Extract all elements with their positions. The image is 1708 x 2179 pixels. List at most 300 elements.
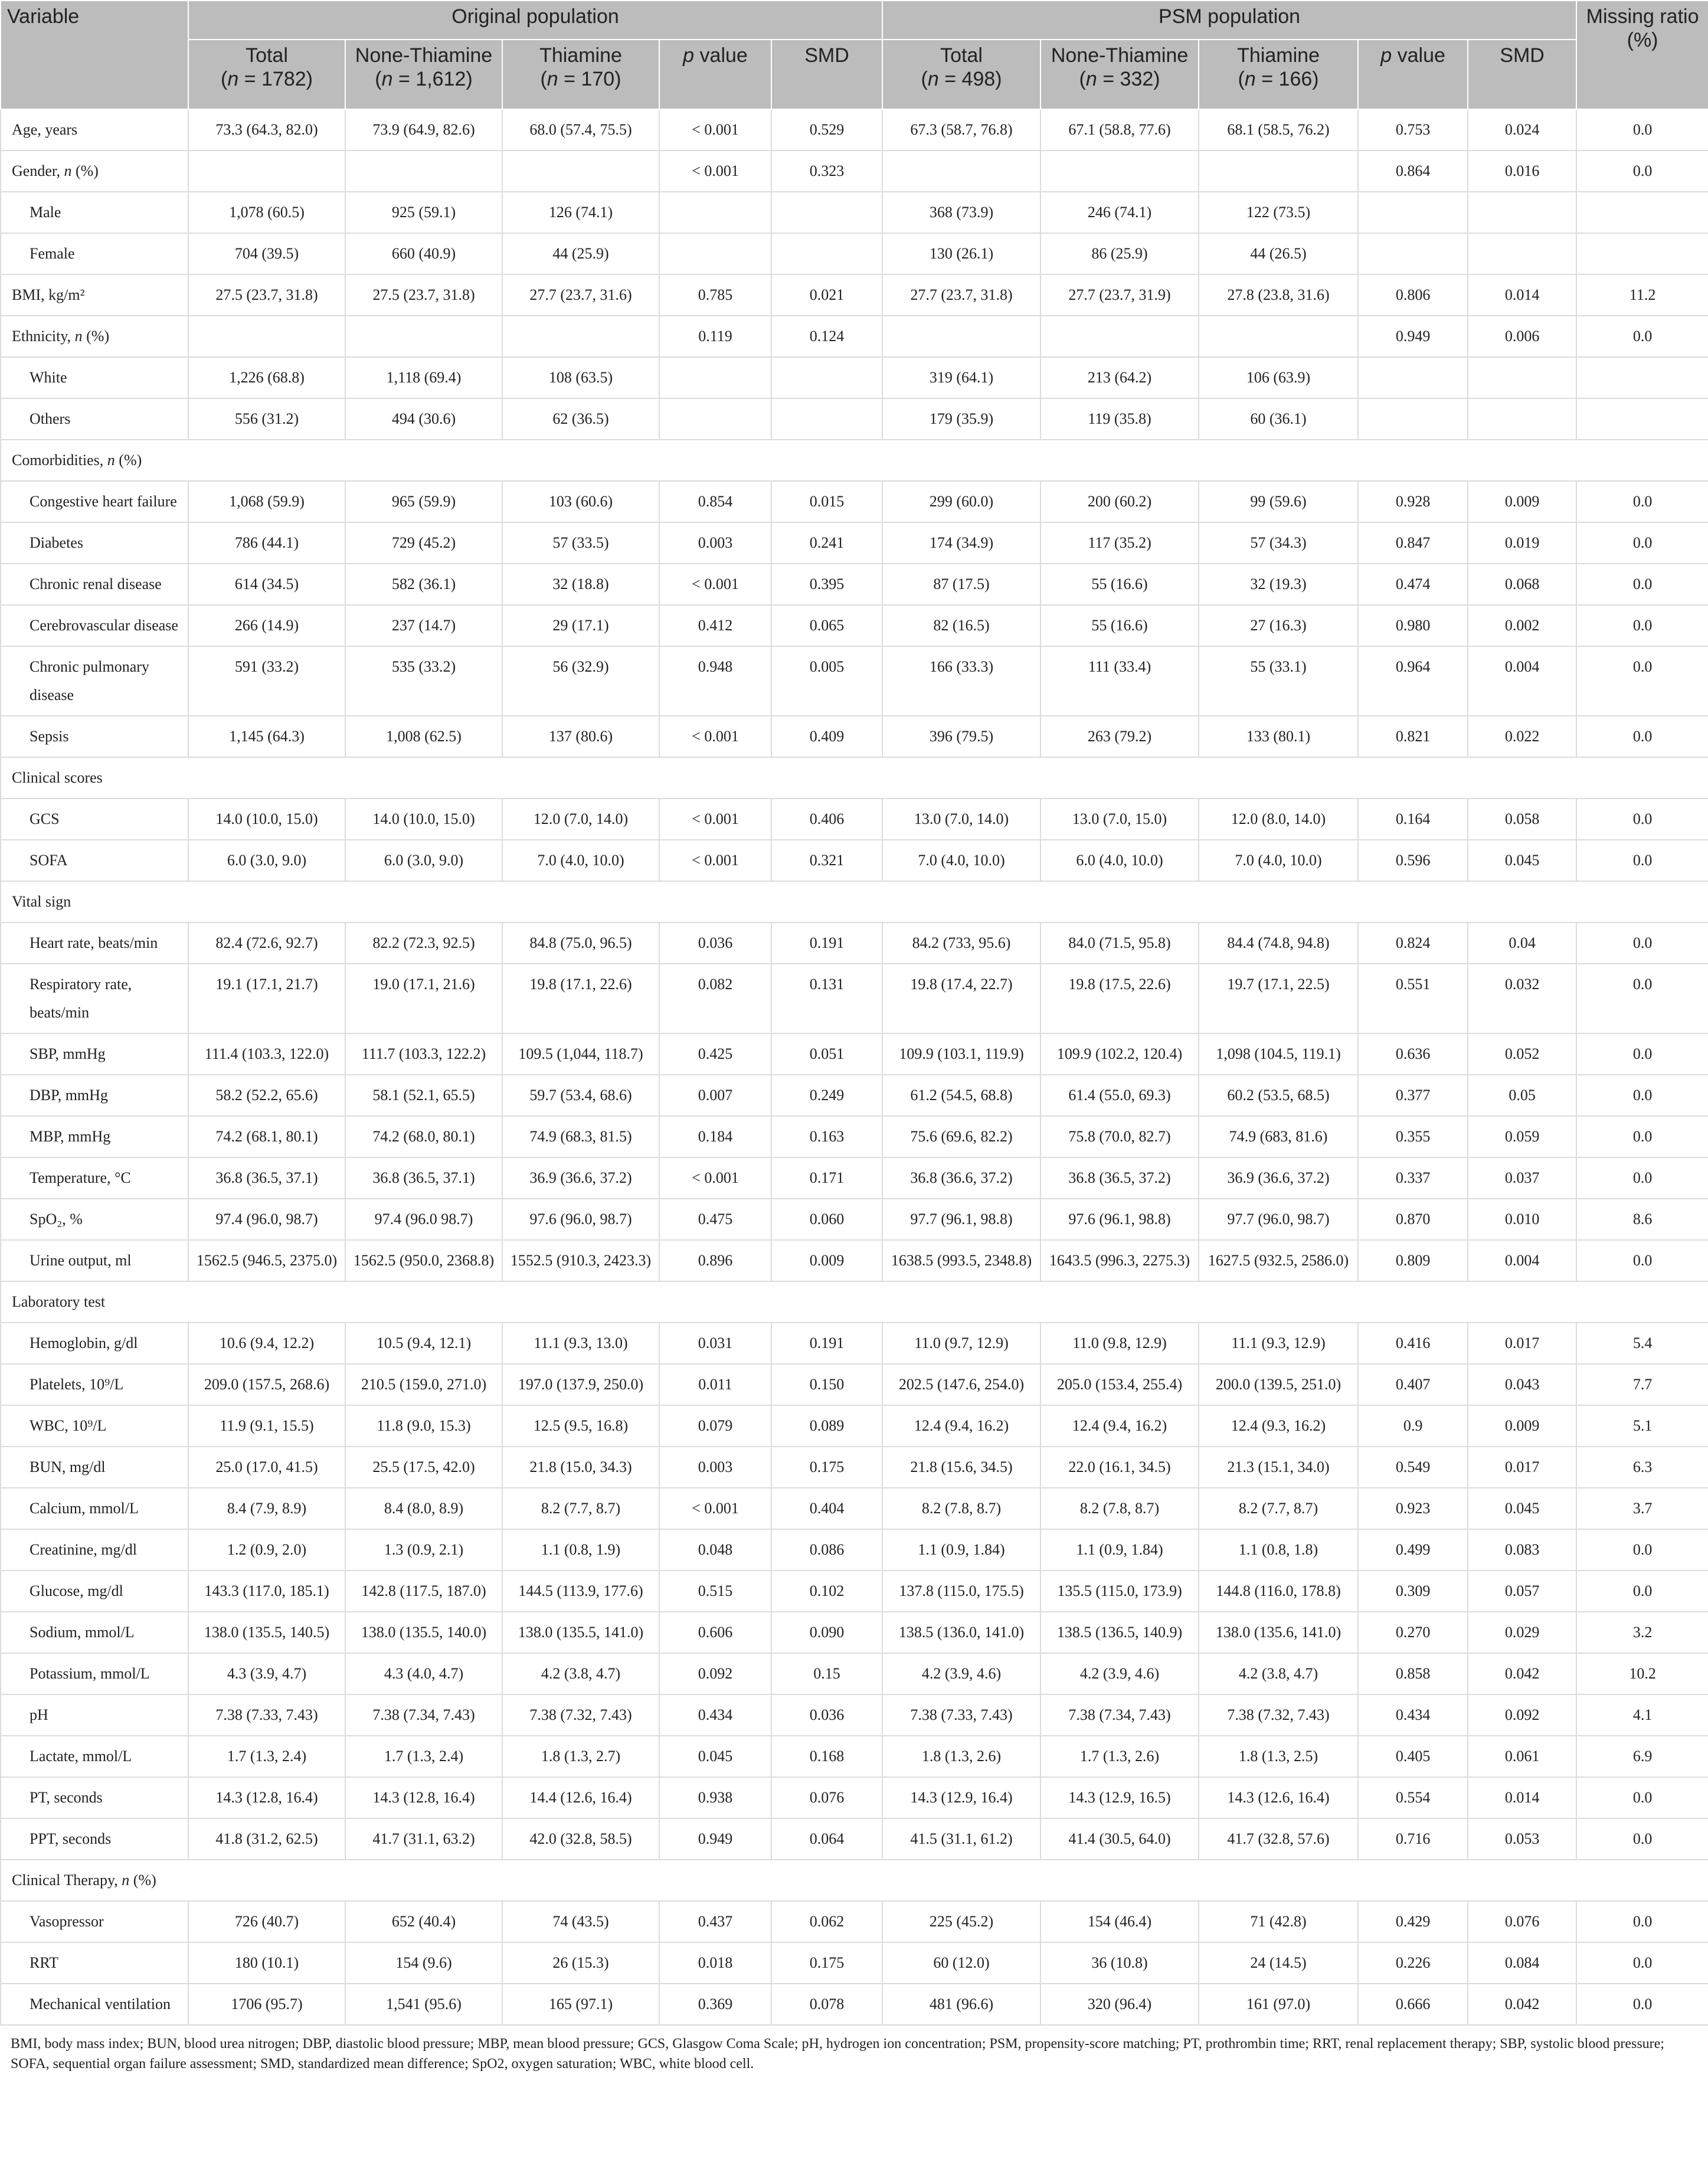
table-cell: 7.38 (7.32, 7.43): [1199, 1694, 1358, 1736]
table-cell: 0.163: [771, 1116, 882, 1157]
table-cell: 4.2 (3.8, 4.7): [502, 1653, 659, 1694]
table-cell: 0.0: [1576, 646, 1708, 716]
table-cell: 61.4 (55.0, 69.3): [1040, 1075, 1199, 1116]
header-col-n-value: 1,612: [415, 68, 466, 90]
header-col-name: Total: [246, 44, 288, 67]
table-cell: 0.048: [659, 1529, 771, 1571]
variable-label: BMI, kg/m²: [1, 274, 188, 316]
table-row: [1, 274, 1708, 316]
table-cell: 103 (60.6): [502, 481, 659, 522]
table-cell: 14.3 (12.8, 16.4): [188, 1777, 345, 1818]
table-cell: 59.7 (53.4, 68.6): [502, 1075, 659, 1116]
variable-label: Creatinine, mg/dl: [1, 1529, 188, 1571]
table-cell: 144.5 (113.9, 177.6): [502, 1571, 659, 1612]
variable-label: Gender, n (%): [1, 150, 188, 192]
table-cell: 210.5 (159.0, 271.0): [345, 1364, 502, 1405]
table-cell: 13.0 (7.0, 14.0): [882, 799, 1040, 840]
table-cell: 27.7 (23.7, 31.8): [882, 274, 1040, 316]
table-cell: < 0.001: [659, 564, 771, 605]
table-cell: 12.4 (9.4, 16.2): [1040, 1405, 1199, 1447]
table-cell: 58.2 (52.2, 65.6): [188, 1075, 345, 1116]
table-cell: 0.014: [1468, 1777, 1576, 1818]
table-cell: 14.0 (10.0, 15.0): [188, 799, 345, 840]
table-cell: 84.4 (74.8, 94.8): [1199, 922, 1358, 964]
header-col-name: Total: [940, 44, 983, 67]
table-cell: 0.404: [771, 1488, 882, 1529]
table-cell: 0.437: [659, 1901, 771, 1942]
header-original-population: Original population: [188, 1, 882, 40]
table-cell: [188, 150, 345, 192]
table-cell: 14.3 (12.9, 16.5): [1040, 1777, 1199, 1818]
table-cell: 11.1 (9.3, 13.0): [502, 1323, 659, 1364]
table-cell: 19.7 (17.1, 22.5): [1199, 964, 1358, 1033]
table-cell: 8.2 (7.7, 8.7): [502, 1488, 659, 1529]
table-cell: 0.369: [659, 1984, 771, 2025]
table-cell: 5.1: [1576, 1405, 1708, 1447]
table-cell: 26 (15.3): [502, 1942, 659, 1984]
table-cell: 44 (25.9): [502, 233, 659, 274]
table-row: [1, 564, 1708, 605]
table-cell: 4.3 (4.0, 4.7): [345, 1653, 502, 1694]
table-cell: 32 (19.3): [1199, 564, 1358, 605]
table-cell: 0.821: [1358, 716, 1468, 757]
table-cell: 0.964: [1358, 646, 1468, 716]
table-cell: 0.009: [771, 1240, 882, 1281]
table-cell: 68.1 (58.5, 76.2): [1199, 109, 1358, 150]
table-cell: 22.0 (16.1, 34.5): [1040, 1447, 1199, 1488]
table-cell: 111 (33.4): [1040, 646, 1199, 716]
table-cell: 0.043: [1468, 1364, 1576, 1405]
table-cell: 6.9: [1576, 1736, 1708, 1777]
table-cell: 0.407: [1358, 1364, 1468, 1405]
header-col-name: None-Thiamine: [1051, 44, 1189, 67]
table-cell: 0.191: [771, 922, 882, 964]
table-cell: 166 (33.3): [882, 646, 1040, 716]
table-cell: 137 (80.6): [502, 716, 659, 757]
section-row: [1, 757, 1708, 799]
table-cell: 0.003: [659, 1447, 771, 1488]
table-cell: 0.405: [1358, 1736, 1468, 1777]
table-cell: 41.4 (30.5, 64.0): [1040, 1818, 1199, 1860]
table-cell: < 0.001: [659, 840, 771, 881]
table-row: [1, 109, 1708, 150]
table-cell: 32 (18.8): [502, 564, 659, 605]
table-cell: 27.8 (23.8, 31.6): [1199, 274, 1358, 316]
table-cell: 0.057: [1468, 1571, 1576, 1612]
table-cell: 0.175: [771, 1942, 882, 1984]
table-cell: 21.8 (15.6, 34.5): [882, 1447, 1040, 1488]
table-cell: 0.037: [1468, 1157, 1576, 1199]
table-cell: 0.309: [1358, 1571, 1468, 1612]
table-cell: 0.923: [1358, 1488, 1468, 1529]
table-cell: 1643.5 (996.3, 2275.3): [1040, 1240, 1199, 1281]
table-cell: 60 (36.1): [1199, 398, 1358, 440]
table-row: [1, 646, 1708, 716]
table-cell: 97.4 (96.0, 98.7): [188, 1199, 345, 1240]
header-missing-ratio: Missing ratio (%): [1576, 1, 1708, 109]
table-cell: 202.5 (147.6, 254.0): [882, 1364, 1040, 1405]
table-cell: 0.864: [1358, 150, 1468, 192]
table-cell: 0.0: [1576, 481, 1708, 522]
variable-label: Age, years: [1, 109, 188, 150]
table-cell: 0.475: [659, 1199, 771, 1240]
table-row: [1, 1240, 1708, 1281]
table-cell: 27 (16.3): [1199, 605, 1358, 646]
table-cell: 0.002: [1468, 605, 1576, 646]
table-cell: 0.529: [771, 109, 882, 150]
table-cell: [1199, 150, 1358, 192]
table-cell: 0.032: [1468, 964, 1576, 1033]
table-cell: 75.6 (69.6, 82.2): [882, 1116, 1040, 1157]
table-cell: 1,008 (62.5): [345, 716, 502, 757]
table-cell: 0.0: [1576, 1240, 1708, 1281]
header-col-5: [882, 40, 1040, 109]
table-cell: 0.022: [1468, 716, 1576, 757]
variable-label: Lactate, mmol/L: [1, 1736, 188, 1777]
table-cell: 12.0 (7.0, 14.0): [502, 799, 659, 840]
table-row: [1, 1571, 1708, 1612]
table-cell: [188, 316, 345, 357]
table-cell: 660 (40.9): [345, 233, 502, 274]
table-cell: 0.168: [771, 1736, 882, 1777]
table-row: [1, 716, 1708, 757]
table-cell: [1576, 233, 1708, 274]
table-cell: [659, 357, 771, 398]
table-cell: 6.3: [1576, 1447, 1708, 1488]
table-cell: 0.949: [1358, 316, 1468, 357]
table-cell: 74 (43.5): [502, 1901, 659, 1942]
table-cell: 0.0: [1576, 522, 1708, 564]
table-cell: [1040, 150, 1199, 192]
table-cell: [345, 316, 502, 357]
table-cell: [1576, 357, 1708, 398]
table-header: [1, 1, 1708, 109]
table-cell: 11.8 (9.0, 15.3): [345, 1405, 502, 1447]
table-cell: 0.666: [1358, 1984, 1468, 2025]
table-cell: 786 (44.1): [188, 522, 345, 564]
table-cell: 4.3 (3.9, 4.7): [188, 1653, 345, 1694]
header-col-n-value: 498: [961, 68, 996, 90]
table-cell: 0.164: [1358, 799, 1468, 840]
table-cell: 0.434: [659, 1694, 771, 1736]
table-cell: 25.5 (17.5, 42.0): [345, 1447, 502, 1488]
table-row: [1, 922, 1708, 964]
table-cell: 0.045: [1468, 1488, 1576, 1529]
table-body: [1, 109, 1708, 2025]
table-cell: 74.2 (68.0, 80.1): [345, 1116, 502, 1157]
header-col-1: [345, 40, 502, 109]
table-cell: 154 (46.4): [1040, 1901, 1199, 1942]
table-cell: 0.551: [1358, 964, 1468, 1033]
table-cell: 0.031: [659, 1323, 771, 1364]
table-cell: [1576, 398, 1708, 440]
table-cell: 0.0: [1576, 840, 1708, 881]
table-cell: 4.2 (3.9, 4.6): [882, 1653, 1040, 1694]
table-cell: 87 (17.5): [882, 564, 1040, 605]
table-cell: 0.052: [1468, 1033, 1576, 1075]
table-cell: 19.8 (17.5, 22.6): [1040, 964, 1199, 1033]
table-cell: 200 (60.2): [1040, 481, 1199, 522]
table-cell: 205.0 (153.4, 255.4): [1040, 1364, 1199, 1405]
table-cell: 0.406: [771, 799, 882, 840]
table-cell: 1552.5 (910.3, 2423.3): [502, 1240, 659, 1281]
table-cell: 0.006: [1468, 316, 1576, 357]
table-cell: 0.021: [771, 274, 882, 316]
table-row: [1, 316, 1708, 357]
table-cell: [1358, 357, 1468, 398]
variable-label: Cerebrovascular disease: [1, 605, 188, 646]
table-cell: 0.0: [1576, 1157, 1708, 1199]
table-cell: 0.036: [771, 1694, 882, 1736]
table-cell: 0.060: [771, 1199, 882, 1240]
table-cell: 11.2: [1576, 274, 1708, 316]
table-cell: 0.716: [1358, 1818, 1468, 1860]
table-cell: 0.184: [659, 1116, 771, 1157]
table-cell: [771, 357, 882, 398]
variable-label: GCS: [1, 799, 188, 840]
variable-label: Vasopressor: [1, 1901, 188, 1942]
table-cell: 14.3 (12.8, 16.4): [345, 1777, 502, 1818]
header-variable: Variable: [1, 1, 188, 109]
table-cell: 0.010: [1468, 1199, 1576, 1240]
table-cell: 1.3 (0.9, 2.1): [345, 1529, 502, 1571]
table-cell: < 0.001: [659, 150, 771, 192]
table-cell: 36.9 (36.6, 37.2): [1199, 1157, 1358, 1199]
table-cell: 0.474: [1358, 564, 1468, 605]
table-cell: 368 (73.9): [882, 192, 1040, 233]
table-cell: 0.009: [1468, 1405, 1576, 1447]
table-cell: 0.249: [771, 1075, 882, 1116]
table-cell: 142.8 (117.5, 187.0): [345, 1571, 502, 1612]
table-cell: 0.079: [659, 1405, 771, 1447]
table-cell: [771, 398, 882, 440]
table-cell: [1358, 192, 1468, 233]
variable-label: SpO₂, %: [1, 1199, 188, 1240]
table-cell: [345, 150, 502, 192]
variable-label: PPT, seconds: [1, 1818, 188, 1860]
table-cell: 299 (60.0): [882, 481, 1040, 522]
table-cell: [1199, 316, 1358, 357]
table-cell: 60 (12.0): [882, 1942, 1040, 1984]
table-cell: 0.434: [1358, 1694, 1468, 1736]
table-cell: 209.0 (157.5, 268.6): [188, 1364, 345, 1405]
section-row: [1, 881, 1708, 922]
table-cell: 0.007: [659, 1075, 771, 1116]
table-cell: 179 (35.9): [882, 398, 1040, 440]
table-cell: [1468, 357, 1576, 398]
table-cell: 7.0 (4.0, 10.0): [882, 840, 1040, 881]
variable-label: Calcium, mmol/L: [1, 1488, 188, 1529]
table-cell: 161 (97.0): [1199, 1984, 1358, 2025]
table-cell: 0.896: [659, 1240, 771, 1281]
table-cell: < 0.001: [659, 1488, 771, 1529]
table-cell: 86 (25.9): [1040, 233, 1199, 274]
table-cell: 0.0: [1576, 1033, 1708, 1075]
table-cell: 25.0 (17.0, 41.5): [188, 1447, 345, 1488]
table-cell: 0.086: [771, 1529, 882, 1571]
table-cell: 1.1 (0.9, 1.84): [1040, 1529, 1199, 1571]
table-cell: 0.061: [1468, 1736, 1576, 1777]
table-footnote: BMI, body mass index; BUN, blood urea nitrogen; DBP, diastolic blood pressure; MBP, mean blood pressure; GCS, Glasgow Coma Scale; pH, hydrogen ion concentration; PSM, propensity-score matching; PT, prothrombin time; RRT, renal replacement therapy; SBP, systolic blood pressure; SOFA, sequential organ failure assessment; SMD, standardized mean difference; SpO2, oxygen saturation; WBC, white blood cell.: [11, 2036, 1664, 2072]
table-cell: 652 (40.4): [345, 1901, 502, 1942]
table-cell: 0.065: [771, 605, 882, 646]
table-cell: [1468, 233, 1576, 274]
table-cell: 36.9 (36.6, 37.2): [502, 1157, 659, 1199]
table-cell: 319 (64.1): [882, 357, 1040, 398]
table-cell: 0.090: [771, 1612, 882, 1653]
table-cell: 266 (14.9): [188, 605, 345, 646]
table-cell: 1.8 (1.3, 2.5): [1199, 1736, 1358, 1777]
table-cell: 57 (33.5): [502, 522, 659, 564]
table-cell: 0.337: [1358, 1157, 1468, 1199]
table-cell: < 0.001: [659, 109, 771, 150]
table-cell: 3.7: [1576, 1488, 1708, 1529]
header-col-n: (n = 166): [1238, 68, 1319, 90]
table-cell: 84.2 (733, 95.6): [882, 922, 1040, 964]
table-cell: 726 (40.7): [188, 1901, 345, 1942]
table-cell: 108 (63.5): [502, 357, 659, 398]
table-cell: 237 (14.7): [345, 605, 502, 646]
table-cell: 0.045: [659, 1736, 771, 1777]
table-cell: 614 (34.5): [188, 564, 345, 605]
table-cell: [882, 150, 1040, 192]
table-cell: 21.3 (15.1, 34.0): [1199, 1447, 1358, 1488]
table-cell: 0.0: [1576, 1984, 1708, 2025]
table-cell: 0.011: [659, 1364, 771, 1405]
table-cell: 0.05: [1468, 1075, 1576, 1116]
table-cell: 965 (59.9): [345, 481, 502, 522]
table-cell: 494 (30.6): [345, 398, 502, 440]
table-cell: 0.051: [771, 1033, 882, 1075]
variable-label: Heart rate, beats/min: [1, 922, 188, 964]
table-cell: 0.0: [1576, 605, 1708, 646]
table-cell: 42.0 (32.8, 58.5): [502, 1818, 659, 1860]
variable-label: Others: [1, 398, 188, 440]
table-cell: < 0.001: [659, 716, 771, 757]
table-cell: 58.1 (52.1, 65.5): [345, 1075, 502, 1116]
variable-label: Urine output, ml: [1, 1240, 188, 1281]
table-cell: 0.078: [771, 1984, 882, 2025]
table-cell: 0.416: [1358, 1323, 1468, 1364]
variable-label: Sepsis: [1, 716, 188, 757]
table-cell: 109.5 (1,044, 118.7): [502, 1033, 659, 1075]
table-cell: 0.150: [771, 1364, 882, 1405]
table-cell: 19.0 (17.1, 21.6): [345, 964, 502, 1033]
table-cell: 0.042: [1468, 1653, 1576, 1694]
table-cell: 7.38 (7.34, 7.43): [345, 1694, 502, 1736]
table-cell: 0.0: [1576, 1571, 1708, 1612]
header-col-n-value: 170: [581, 68, 615, 90]
header-col-3: [659, 40, 771, 109]
table-cell: 1627.5 (932.5, 2586.0): [1199, 1240, 1358, 1281]
table-cell: 14.3 (12.6, 16.4): [1199, 1777, 1358, 1818]
table-row: [1, 1447, 1708, 1488]
header-col-name: p value: [683, 44, 748, 67]
table-row: [1, 1612, 1708, 1653]
table-cell: [1040, 316, 1199, 357]
table-row: [1, 1736, 1708, 1777]
table-cell: 138.0 (135.5, 140.0): [345, 1612, 502, 1653]
variable-label: White: [1, 357, 188, 398]
table-cell: 14.3 (12.9, 16.4): [882, 1777, 1040, 1818]
table-row: [1, 799, 1708, 840]
table-cell: 0.549: [1358, 1447, 1468, 1488]
header-col-9: [1468, 40, 1576, 109]
table-cell: 0.824: [1358, 922, 1468, 964]
table-cell: 14.0 (10.0, 15.0): [345, 799, 502, 840]
table-cell: 97.4 (96.0 98.7): [345, 1199, 502, 1240]
variable-label: Congestive heart failure: [1, 481, 188, 522]
table-cell: 14.4 (12.6, 16.4): [502, 1777, 659, 1818]
table-cell: 0.175: [771, 1447, 882, 1488]
table-cell: 71 (42.8): [1199, 1901, 1358, 1942]
table-cell: 10.2: [1576, 1653, 1708, 1694]
table-row: [1, 1942, 1708, 1984]
table-row: [1, 964, 1708, 1033]
table-cell: 74.2 (68.1, 80.1): [188, 1116, 345, 1157]
table-cell: 0.092: [659, 1653, 771, 1694]
table-cell: 0.226: [1358, 1942, 1468, 1984]
table-row: [1, 233, 1708, 274]
variable-label: Clinical Therapy, n (%): [1, 1860, 1708, 1901]
header-col-n: (n = 332): [1079, 68, 1160, 90]
table-cell: 97.6 (96.1, 98.8): [1040, 1199, 1199, 1240]
table-cell: 12.4 (9.4, 16.2): [882, 1405, 1040, 1447]
table-cell: 0.15: [771, 1653, 882, 1694]
table-cell: 0.0: [1576, 150, 1708, 192]
table-cell: 41.5 (31.1, 61.2): [882, 1818, 1040, 1860]
table-cell: 8.4 (8.0, 8.9): [345, 1488, 502, 1529]
table-cell: 7.38 (7.32, 7.43): [502, 1694, 659, 1736]
table-cell: 0.191: [771, 1323, 882, 1364]
table-cell: 0.016: [1468, 150, 1576, 192]
table-cell: 56 (32.9): [502, 646, 659, 716]
table-cell: < 0.001: [659, 1157, 771, 1199]
table-row: [1, 481, 1708, 522]
table-cell: 0.058: [1468, 799, 1576, 840]
table-cell: [659, 233, 771, 274]
table-cell: [771, 192, 882, 233]
header-col-name: None-Thiamine: [355, 44, 493, 67]
table-cell: 4.1: [1576, 1694, 1708, 1736]
variable-label: Female: [1, 233, 188, 274]
table-cell: 126 (74.1): [502, 192, 659, 233]
table-cell: 0.636: [1358, 1033, 1468, 1075]
table-cell: 138.5 (136.0, 141.0): [882, 1612, 1040, 1653]
table-cell: 0.005: [771, 646, 882, 716]
table-cell: 0.053: [1468, 1818, 1576, 1860]
variable-label: Temperature, °C: [1, 1157, 188, 1199]
table-cell: 1.7 (1.3, 2.6): [1040, 1736, 1199, 1777]
table-cell: 4.2 (3.9, 4.6): [1040, 1653, 1199, 1694]
table-cell: 0.355: [1358, 1116, 1468, 1157]
table-cell: 0.9: [1358, 1405, 1468, 1447]
table-cell: 60.2 (53.5, 68.5): [1199, 1075, 1358, 1116]
table-row: [1, 1033, 1708, 1075]
table-cell: 582 (36.1): [345, 564, 502, 605]
table-cell: 55 (16.6): [1040, 564, 1199, 605]
table-cell: [502, 316, 659, 357]
table-row: [1, 398, 1708, 440]
table-cell: 11.0 (9.8, 12.9): [1040, 1323, 1199, 1364]
section-row: [1, 440, 1708, 481]
header-col-0: [188, 40, 345, 109]
variable-label: Chronic pulmonary disease: [1, 646, 188, 716]
table-cell: 0.018: [659, 1942, 771, 1984]
table-cell: 19.8 (17.1, 22.6): [502, 964, 659, 1033]
table-row: [1, 1116, 1708, 1157]
table-cell: 0.014: [1468, 274, 1576, 316]
